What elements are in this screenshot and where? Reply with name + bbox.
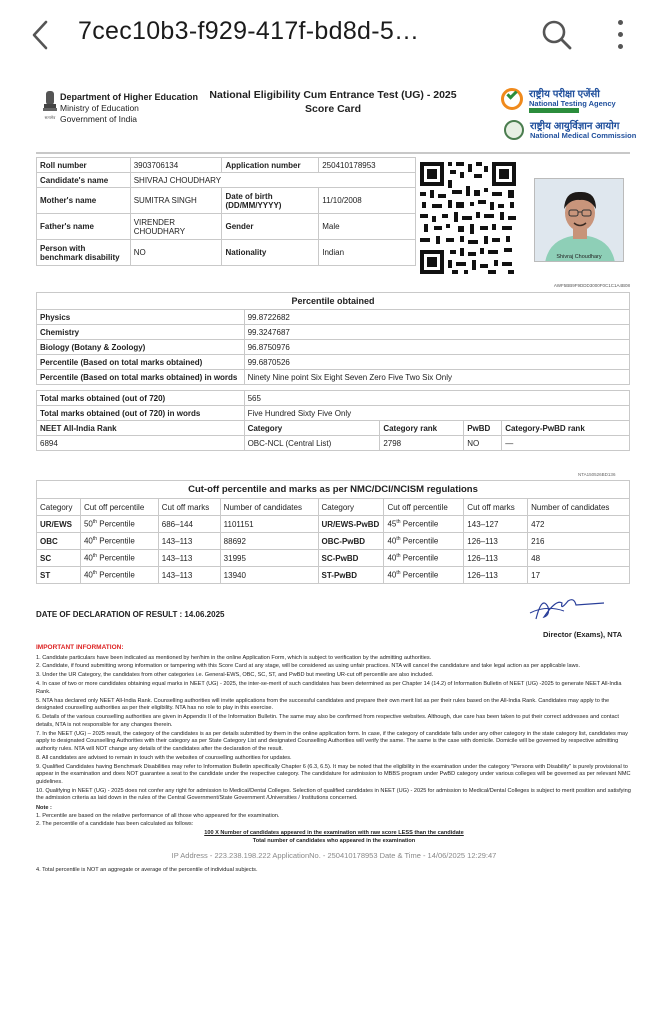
cutoff-header: Cut off marks xyxy=(464,499,528,516)
cutoff-table xyxy=(36,480,630,584)
cutoff-row xyxy=(37,550,630,567)
father-name-value: VIRENDER CHOUDHARY xyxy=(130,214,222,240)
cutoff-category: ST xyxy=(37,567,81,584)
application-number-value: 250410178953 xyxy=(319,158,416,173)
cutoff-candidates-pwbd: 48 xyxy=(528,550,630,567)
nmc-logo xyxy=(504,118,644,144)
info-item: 4. In case of two or more candidates obtaining equal marks in NEET (UG) - 2025, the inter-se-merit of such candidates has been determined as per Chapter 14 (14.2) of Information Bulletin of NEET (UG) -2025 to generate NEET All-India Rank. xyxy=(36,681,622,695)
declaration-date: DATE OF DECLARATION OF RESULT : 14.06.2025 xyxy=(36,610,225,619)
dept-line-1: Department of Higher Education xyxy=(60,92,199,102)
info-item: 3. Under the UR Category, the candidates from other categories i.e. General-EWS, OBC, SC, ST, and PwBD but meeting UR-cut off percentile are also included. xyxy=(36,672,434,679)
biology-value: 96.8750976 xyxy=(244,340,629,355)
candidate-details-table xyxy=(36,157,416,266)
signature-icon xyxy=(516,593,606,623)
category-header: Category xyxy=(244,421,380,436)
cutoff-header: Cut off marks xyxy=(158,499,220,516)
cutoff-marks-pwbd: 126–113 xyxy=(464,567,528,584)
browser-toolbar xyxy=(0,0,667,70)
rank-value: 6894 xyxy=(37,436,245,451)
director-designation: Director (Exams), NTA xyxy=(543,630,623,639)
exam-title-line-1: National Eligibility Cum Entrance Test (UG) - 2025 xyxy=(209,89,457,101)
cutoff-percentile-pwbd: 40th Percentile xyxy=(384,533,464,550)
cutoff-candidates: 31995 xyxy=(220,550,318,567)
cutoff-candidates-pwbd: 17 xyxy=(528,567,630,584)
cutoff-candidates-pwbd: 216 xyxy=(528,533,630,550)
dob-value: 11/10/2008 xyxy=(319,188,416,214)
cutoff-header: Category xyxy=(37,499,81,516)
info-item: 7. In the NEET (UG) – 2025 result, the category of the candidates is as per details submitted by them in the online application form. In case, if the category of candidate falls under any other category in the state category list, candidates may apply to designated Counselling Authorities with their category as per State Category List and designated Counselling Authorities will verify the same. The same is the case with domicile. Domicile will be governed by respective admitting authority rules. NTA will NOT change any details of the candidates after the declaration of the result. xyxy=(36,730,628,752)
total-marks-words-label: Total marks obtained (out of 720) in words xyxy=(37,406,245,421)
cutoff-percentile-pwbd: 45th Percentile xyxy=(384,516,464,533)
total-marks-value: 565 xyxy=(244,391,629,406)
chemistry-value: 99.3247687 xyxy=(244,325,629,340)
cutoff-marks: 686–144 xyxy=(158,516,220,533)
cutoff-row xyxy=(37,533,630,550)
cutoff-category: UR/EWS xyxy=(37,516,81,533)
formula-numerator: 100 X Number of candidates appeared in the examination with raw score LESS than the candidate xyxy=(204,830,464,837)
ip-address-bar: IP Address - 223.238.198.222 ApplicationNo. - 250410178953 Date & Time - 14/06/2025 12:29:47 xyxy=(171,850,497,860)
info-item: 8. All candidates are advised to remain in touch with the websites of counselling authorities for updates. xyxy=(36,754,292,761)
cutoff-heading: Cut-off percentile and marks as per NMC/DCI/NCISM regulations xyxy=(37,481,630,499)
note-item: 4. Total percentile is NOT an aggregate or average of the percentile of individual subjects. xyxy=(36,867,258,874)
category-pwbd-rank-header: Category-PwBD rank xyxy=(502,421,630,436)
search-icon[interactable] xyxy=(541,19,573,51)
cutoff-marks: 143–113 xyxy=(158,550,220,567)
pwbd-label: Person with benchmark disability xyxy=(37,240,131,266)
dob-label: Date of birth (DD/MM/YYYY) xyxy=(222,188,319,214)
roll-number-value: 3903706134 xyxy=(130,158,222,173)
mother-name-label: Mother's name xyxy=(37,188,131,214)
score-card-header xyxy=(28,78,640,150)
cutoff-header: Cut off percentile xyxy=(80,499,158,516)
cutoff-category: OBC xyxy=(37,533,81,550)
important-information xyxy=(36,644,632,876)
score-card-document xyxy=(28,78,640,958)
cutoff-percentile-pwbd: 40th Percentile xyxy=(384,550,464,567)
note-title: Note : xyxy=(36,804,52,811)
roll-number-label: Roll number xyxy=(37,158,131,173)
info-item: 9. Qualified Candidates having Benchmark Disabilities may refer to Information Bulletin specifically Chapter 6 (6.3, 6.5). It may be noted that the eligibility in the examination under the category "Persons with Disability" is purely provisional to appear in the examination and does NOT guarantee a seat to the candidate under the respective category. The candidature for admission to MBBS program under PwBD category under various colleges will be governed as per relevant NMC guidelines. xyxy=(36,763,631,785)
note-item: 2. The percentile of a candidate has been calculated as follows: xyxy=(36,821,194,828)
pwbd-header: PwBD xyxy=(464,421,502,436)
national-emblem-icon xyxy=(40,88,60,122)
info-item: 10. Qualifying in NEET (UG) - 2025 does not confer any right for admission to Medical/Dental Colleges. Selection of qualified candidates in NEET (UG) - 2025 for admission to Medical/Dental Colleges is subject to merit position and satisfying the admission criteria as laid down in the rules of the Central Government/State Government /Universities / Institutions concerned. xyxy=(36,787,631,802)
total-percentile-value: 99.6870526 xyxy=(244,355,629,370)
page-title: 7cec10b3-f929-417f-bd8d-5… xyxy=(78,17,420,45)
percentile-heading: Percentile obtained xyxy=(37,293,630,310)
cutoff-candidates: 1101151 xyxy=(220,516,318,533)
nta-logo xyxy=(501,86,641,116)
info-item: 1. Candidate particulars have been indicated as mentioned by her/him in the online Application Form, which is subject to verification by the admitting authorities. xyxy=(36,654,432,661)
cutoff-percentile: 40th Percentile xyxy=(80,567,158,584)
gender-value: Male xyxy=(319,214,416,240)
info-title: IMPORTANT INFORMATION: xyxy=(36,644,124,651)
candidate-name-value: SHIVRAJ CHOUDHARY xyxy=(130,173,415,188)
cutoff-marks-pwbd: 126–113 xyxy=(464,533,528,550)
barcode-reference: AWF5BB9F9DDD3000F0C1C1A4B08 xyxy=(553,283,630,288)
cutoff-header: Category xyxy=(318,499,384,516)
pwbd-value: NO xyxy=(464,436,502,451)
cutoff-percentile: 50th Percentile xyxy=(80,516,158,533)
gender-label: Gender xyxy=(222,214,319,240)
exam-title-line-2: Score Card xyxy=(304,103,362,115)
candidate-photo xyxy=(534,178,624,262)
father-name-label: Father's name xyxy=(37,214,131,240)
cutoff-row xyxy=(37,567,630,584)
info-item: 2. Candidate, if found submitting wrong information or tampering with this Score Card at any stage, will be considered as using unfair practices. NTA will cancel the candidature and take legal action as per applicable laws. xyxy=(36,663,581,670)
exam-title xyxy=(178,88,488,116)
category-value: OBC-NCL (Central List) xyxy=(244,436,380,451)
cutoff-marks-pwbd: 143–127 xyxy=(464,516,528,533)
back-arrow-icon[interactable] xyxy=(26,18,56,52)
info-item: 6. Details of the various counselling authorities are given in Appendix II of the Information Bulletin. The same may also be confirmed from respective websites. Although, due care has been taken to put their correct addresses and contact details, NTA is not responsible for any changes therein. xyxy=(36,714,619,728)
cutoff-marks-pwbd: 126–113 xyxy=(464,550,528,567)
note-item: 1. Percentile are based on the relative performance of all those who appeared for the examination. xyxy=(36,812,280,819)
cutoff-header: Cut off percentile xyxy=(384,499,464,516)
cutoff-header: Number of candidates xyxy=(528,499,630,516)
cutoff-percentile: 40th Percentile xyxy=(80,533,158,550)
header-divider xyxy=(36,152,630,154)
total-marks-label: Total marks obtained (out of 720) xyxy=(37,391,245,406)
mother-name-value: SUMITRA SINGH xyxy=(130,188,222,214)
percentile-formula xyxy=(36,830,632,845)
nta-english-name: National Testing Agency xyxy=(529,99,616,108)
info-item: 5. NTA has declared only NEET All-India Rank. Counselling authorities will invite applications from the successful candidates and prepare their own merit list as per their rules based on the All-India Rank. Candidates may apply to the designated counselling authorities as per their eligibility. NTA has no role to play in this exercise. xyxy=(36,697,610,712)
cutoff-category-pwbd: ST-PwBD xyxy=(318,567,384,584)
percentile-words-label: Percentile (Based on total marks obtained) in words xyxy=(37,370,245,385)
biology-label: Biology (Botany & Zoology) xyxy=(37,340,245,355)
category-pwbd-rank-value: — xyxy=(502,436,630,451)
pwbd-value: NO xyxy=(130,240,222,266)
cutoff-percentile-pwbd: 40th Percentile xyxy=(384,567,464,584)
cutoff-candidates: 88692 xyxy=(220,533,318,550)
dept-line-3: Government of India xyxy=(60,114,138,124)
candidate-name-label: Candidate's name xyxy=(37,173,131,188)
svg-text:सत्यमेव: सत्यमेव xyxy=(44,115,56,120)
percentile-words-value: Ninety Nine point Six Eight Seven Zero Five Two Six Only xyxy=(244,370,629,385)
nationality-value: Indian xyxy=(319,240,416,266)
total-marks-words-value: Five Hundred Sixty Five Only xyxy=(244,406,629,421)
percentile-table xyxy=(36,292,630,451)
reference-code: NTA150526BD136 xyxy=(578,472,616,477)
cutoff-category-pwbd: UR/EWS-PwBD xyxy=(318,516,384,533)
category-rank-value: 2798 xyxy=(380,436,464,451)
rank-header: NEET All-India Rank xyxy=(37,421,245,436)
category-rank-header: Category rank xyxy=(380,421,464,436)
formula-denominator: Total number of candidates who appeared in the examination xyxy=(252,837,416,844)
qr-code-icon xyxy=(418,160,518,276)
application-number-label: Application number xyxy=(222,158,319,173)
nationality-label: Nationality xyxy=(222,240,319,266)
nmc-logo-icon xyxy=(504,120,524,140)
nmc-hindi-name: राष्ट्रीय आयुर्विज्ञान आयोग xyxy=(530,121,620,132)
cutoff-row xyxy=(37,516,630,533)
chemistry-label: Chemistry xyxy=(37,325,245,340)
cutoff-percentile: 40th Percentile xyxy=(80,550,158,567)
physics-value: 99.8722682 xyxy=(244,310,629,325)
cutoff-header: Number of candidates xyxy=(220,499,318,516)
nta-hindi-name: राष्ट्रीय परीक्षा एजेंसी xyxy=(529,89,600,100)
cutoff-candidates-pwbd: 472 xyxy=(528,516,630,533)
dept-line-2: Ministry of Education xyxy=(60,103,139,113)
physics-label: Physics xyxy=(37,310,245,325)
cutoff-marks: 143–113 xyxy=(158,567,220,584)
total-percentile-label: Percentile (Based on total marks obtained) xyxy=(37,355,245,370)
cutoff-candidates: 13940 xyxy=(220,567,318,584)
cutoff-category-pwbd: SC-PwBD xyxy=(318,550,384,567)
cutoff-marks: 143–113 xyxy=(158,533,220,550)
cutoff-category: SC xyxy=(37,550,81,567)
photo-caption: Shivraj Choudhary xyxy=(556,254,602,260)
more-vert-icon[interactable] xyxy=(612,17,628,53)
nmc-english-name: National Medical Commission xyxy=(530,131,637,140)
cutoff-category-pwbd: OBC-PwBD xyxy=(318,533,384,550)
